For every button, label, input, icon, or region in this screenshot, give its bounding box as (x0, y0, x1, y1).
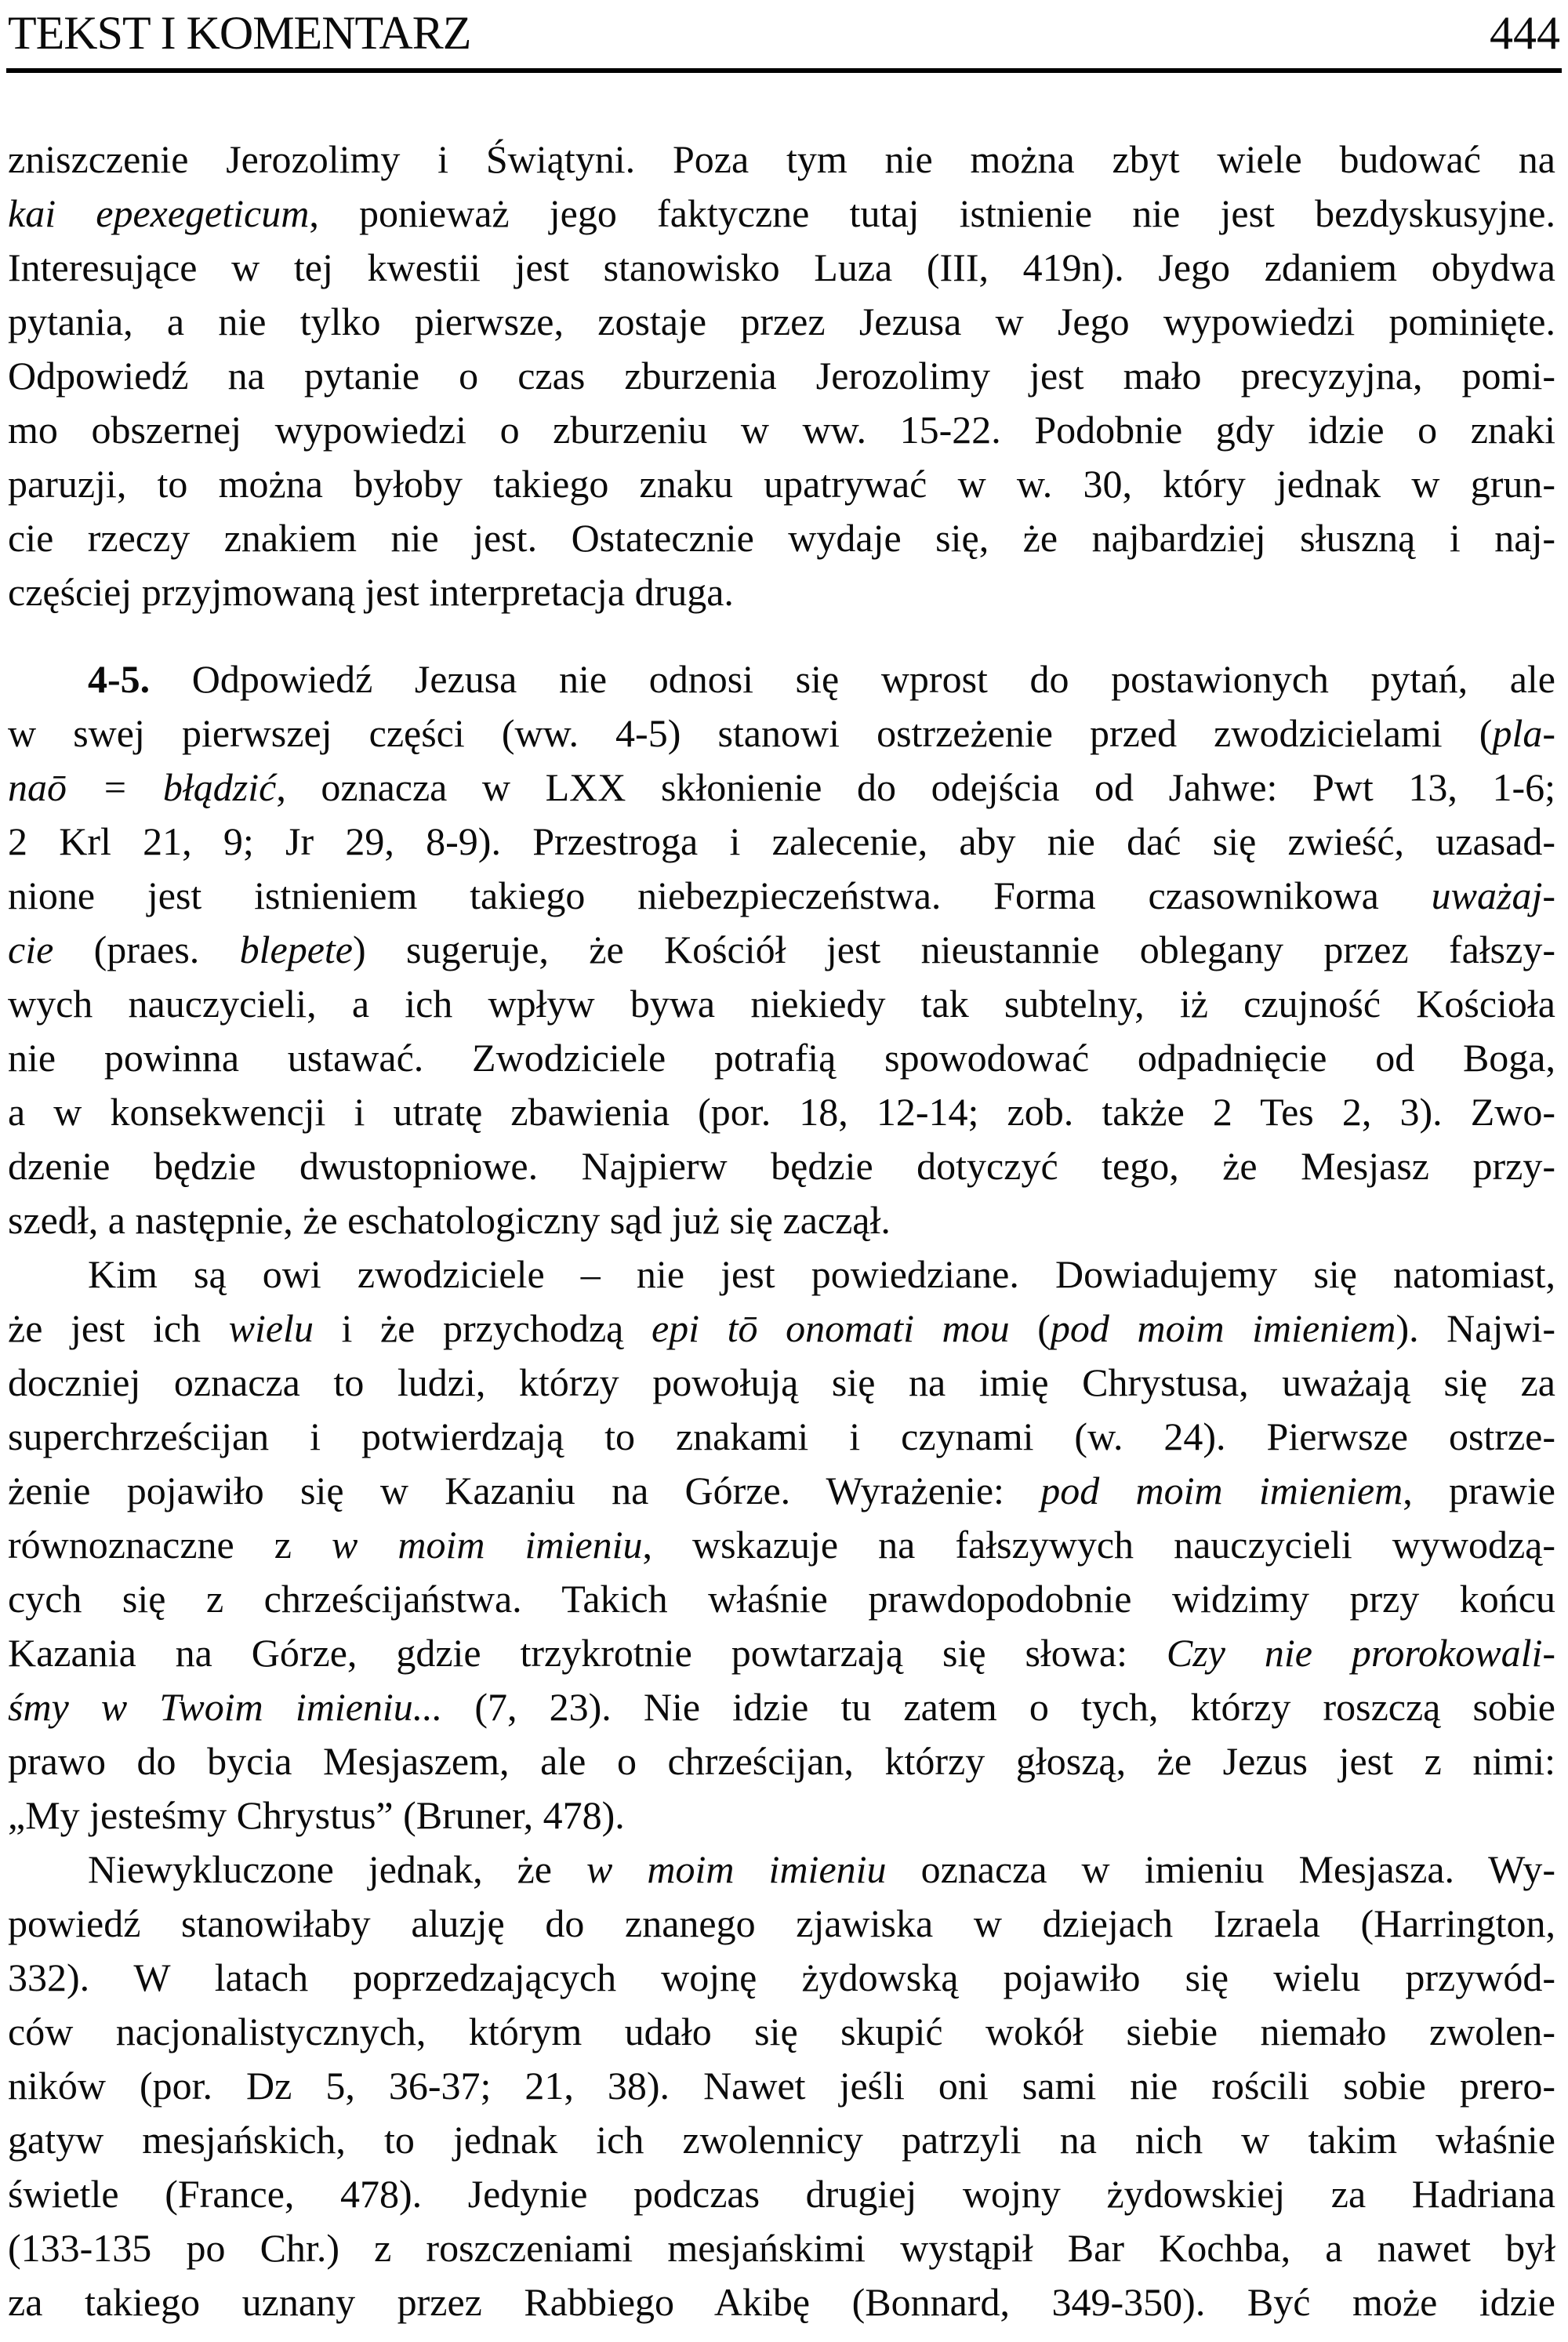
text-line (8, 295, 1555, 349)
text-segment: Niewykluczone jednak, że (88, 1847, 587, 1891)
text-line (8, 2113, 1555, 2167)
text-segment: w swej pierwszej części (ww. 4-5) stanowi ostrzeżenie przed zwodzicielami ( (8, 711, 1493, 755)
text-line (8, 1734, 1555, 1788)
text-line (8, 1788, 1555, 1843)
text-segment: , wskazuje na fałszywych nauczycieli wywodzą- (642, 1523, 1555, 1567)
text-line (8, 1518, 1555, 1572)
text-line (8, 2059, 1555, 2113)
text-segment: gatyw mesjańskich, to jednak ich zwolennicy patrzyli na nich w takim właśnie (8, 2118, 1555, 2162)
text-segment: żenie pojawiło się w Kazaniu na Górze. Wyrażenie: (8, 1469, 1041, 1512)
text-segment: równoznaczne z (8, 1523, 332, 1567)
text-segment: ) sugeruje, że Kościół jest nieustannie oblegany przez fałszy- (353, 928, 1555, 971)
text-line (8, 1356, 1555, 1410)
text-segment: ). Najwi- (1396, 1306, 1556, 1350)
text-segment: ców nacjonalistycznych, którym udało się skupić wokół siebie niemało zwolen- (8, 2010, 1555, 2053)
paragraph (8, 1843, 1555, 2329)
text-line (8, 1193, 1555, 1247)
text-line (8, 1031, 1555, 1085)
italic-text: uważaj- (1431, 873, 1555, 917)
text-line (8, 706, 1555, 761)
text-segment: 2 Krl 21, 9; Jr 29, 8-9). Przestroga i zalecenie, aby nie dać się zwieść, uzasad- (8, 819, 1555, 863)
text-line (8, 1139, 1555, 1193)
text-line (8, 761, 1555, 815)
italic-text: kai epexegeticum (8, 191, 310, 235)
text-segment: paruzji, to można byłoby takiego znaku upatrywać w w. 30, który jednak w grun- (8, 462, 1555, 506)
text-segment: szedł, a następnie, że eschatologiczny sąd już się zaczął. (8, 1198, 891, 1242)
text-line (8, 1085, 1555, 1139)
text-segment: Odpowiedź Jezusa nie odnosi się wprost do postawionych pytań, ale (150, 657, 1555, 701)
text-segment: zniszczenie Jerozolimy i Świątyni. Poza tym nie można zbyt wiele budować na (8, 137, 1555, 181)
text-segment: powiedź stanowiłaby aluzję do znanego zjawiska w dziejach Izraela (Harrington, (8, 1901, 1555, 1945)
text-line (8, 133, 1555, 187)
text-segment: superchrześcijan i potwierdzają to znakami i czynami (w. 24). Pierwsze ostrze- (8, 1414, 1555, 1458)
text-line (8, 2275, 1555, 2329)
text-line (8, 241, 1555, 295)
italic-text: Czy nie prorokowali- (1166, 1631, 1556, 1675)
text-segment: wych nauczycieli, a ich wpływ bywa niekiedy tak subtelny, iż czujność Kościoła (8, 982, 1555, 1026)
text-segment: doczniej oznacza to ludzi, którzy powołują się na imię Chrystusa, uważają się za (8, 1360, 1555, 1404)
text-segment: ników (por. Dz 5, 36-37; 21, 38). Nawet jeśli oni sami nie rościli sobie prero- (8, 2064, 1555, 2108)
italic-text: śmy w Twoim imieniu... (8, 1685, 443, 1729)
italic-text: epi tō onomati mou (651, 1306, 1010, 1350)
text-segment: , prawie (1403, 1469, 1556, 1512)
text-segment: oznacza w imieniu Mesjasza. Wy- (886, 1847, 1555, 1891)
text-line (8, 1464, 1555, 1518)
text-segment: , oznacza w LXX skłonienie do odejścia od Jahwe: Pwt 13, 1-6; (276, 765, 1555, 809)
paragraph (8, 652, 1555, 1247)
italic-text: pod moim imieniem (1050, 1306, 1396, 1350)
text-line (8, 977, 1555, 1031)
text-line (8, 2167, 1555, 2221)
text-segment: (7, 23). Nie idzie tu zatem o tych, którzy roszczą sobie (442, 1685, 1555, 1729)
text-line (8, 2005, 1555, 2059)
text-line (8, 349, 1555, 403)
text-segment: „My jesteśmy Chrystus” (Bruner, 478). (8, 1793, 625, 1837)
text-segment: Kim są owi zwodziciele – nie jest powiedziane. Dowiadujemy się natomiast, (88, 1252, 1555, 1296)
text-line (8, 815, 1555, 869)
text-line (8, 1897, 1555, 1951)
text-segment: 332). W latach poprzedzających wojnę żydowską pojawiło się wielu przywód- (8, 1955, 1555, 1999)
text-segment: dzenie będzie dwustopniowe. Najpierw będzie dotyczyć tego, że Mesjasz przy- (8, 1144, 1555, 1188)
text-segment: a w konsekwencji i utratę zbawienia (por. 18, 12-14; zob. także 2 Tes 2, 3). Zwo- (8, 1090, 1555, 1134)
text-line (8, 2221, 1555, 2275)
text-line (8, 1680, 1555, 1734)
text-segment: , ponieważ jego faktyczne tutaj istnienie nie jest bezdyskusyjne. (309, 191, 1555, 235)
text-segment: nione jest istnieniem takiego niebezpieczeństwa. Forma czasownikowa (8, 873, 1432, 917)
text-line (8, 511, 1555, 565)
text-line (8, 1572, 1555, 1626)
text-line (8, 1843, 1555, 1897)
italic-text: pla- (1492, 711, 1555, 755)
text-segment: Kazania na Górze, gdzie trzykrotnie powtarzają się słowa: (8, 1631, 1167, 1675)
text-segment: Odpowiedź na pytanie o czas zburzenia Jerozolimy jest mało precyzyjna, pomi- (8, 354, 1555, 398)
text-segment: świetle (France, 478). Jedynie podczas drugiej wojny żydowskiej za Hadriana (8, 2172, 1555, 2216)
header-rule (6, 68, 1562, 73)
italic-text: pod moim imieniem (1040, 1469, 1403, 1512)
text-segment: prawo do bycia Mesjaszem, ale o chrześcijan, którzy głoszą, że Jezus jest z nimi: (8, 1739, 1555, 1783)
page-body (0, 133, 1568, 2329)
text-line (8, 403, 1555, 457)
text-line (8, 565, 1555, 619)
page-number: 444 (1490, 7, 1560, 59)
text-line (8, 1247, 1555, 1302)
text-segment: i że przychodzą (313, 1306, 652, 1350)
text-line (8, 457, 1555, 511)
text-segment: (praes. (53, 928, 240, 971)
text-line (8, 1302, 1555, 1356)
text-line (8, 652, 1555, 706)
text-line (8, 1626, 1555, 1680)
text-line (8, 1951, 1555, 2005)
text-segment: za takiego uznany przez Rabbiego Akibę (Bonnard, 349-350). Być może idzie (8, 2280, 1555, 2324)
page-header-title: TEKST I KOMENTARZ (8, 7, 471, 59)
text-segment: mo obszernej wypowiedzi o zburzeniu w ww. 15-22. Podobnie gdy idzie o znaki (8, 408, 1555, 452)
text-segment: że jest ich (8, 1306, 229, 1350)
text-segment: cie rzeczy znakiem nie jest. Ostatecznie wydaje się, że najbardziej słuszną i naj- (8, 516, 1555, 560)
paragraph (8, 1247, 1555, 1843)
text-line (8, 923, 1555, 977)
italic-text: cie (8, 928, 54, 971)
italic-text: w moim imieniu (332, 1523, 643, 1567)
text-segment: nie powinna ustawać. Zwodziciele potrafią spowodować odpadnięcie od Boga, (8, 1036, 1555, 1080)
italic-text: w moim imieniu (586, 1847, 887, 1891)
text-segment: cych się z chrześcijaństwa. Takich właśnie prawdopodobnie widzimy przy końcu (8, 1577, 1555, 1621)
text-line (8, 869, 1555, 923)
running-header (0, 0, 1568, 60)
text-segment: ( (1009, 1306, 1051, 1350)
text-segment: pytania, a nie tylko pierwsze, zostaje przez Jezusa w Jego wypowiedzi pominięte. (8, 300, 1555, 343)
text-segment: (133-135 po Chr.) z roszczeniami mesjańskimi wystąpił Bar Kochba, a nawet był (8, 2226, 1555, 2270)
paragraph (8, 133, 1555, 619)
text-segment: częściej przyjmowaną jest interpretacja druga. (8, 570, 734, 614)
italic-text: wielu (228, 1306, 314, 1350)
text-line (8, 187, 1555, 241)
text-line (8, 1410, 1555, 1464)
italic-text: blepete (239, 928, 354, 971)
text-segment: Interesujące w tej kwestii jest stanowisko Luza (III, 419n). Jego zdaniem obydwa (8, 245, 1555, 289)
italic-text: naō = błądzić (8, 765, 277, 809)
bold-text: 4-5. (88, 657, 151, 701)
